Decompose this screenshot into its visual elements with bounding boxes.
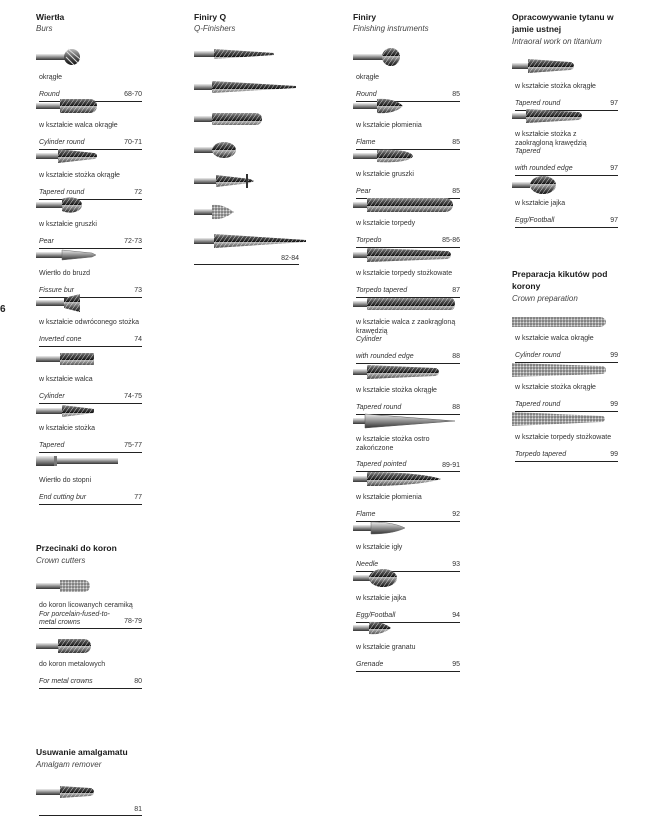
amalgam-remover-icon xyxy=(36,783,98,801)
item-label-en: Round xyxy=(39,90,60,98)
grenade-finisher-icon xyxy=(353,619,393,637)
item-label-en: Egg/Football xyxy=(515,216,555,224)
item-pages: 70-71 xyxy=(124,139,142,146)
item-pages: 77 xyxy=(134,494,142,501)
cylinder-round-bur-icon xyxy=(36,96,98,116)
item-label-en: Cylinder xyxy=(356,336,382,343)
tapered-bur-icon xyxy=(36,403,98,419)
inverted-cone-bur-icon xyxy=(36,292,86,314)
tapered-round-bur-icon xyxy=(36,147,98,165)
item-label-pl: w kształcie torpedy stożkowate xyxy=(356,270,453,277)
item-label-pl: w kształcie torpedy xyxy=(356,220,416,227)
q-finisher-1-icon xyxy=(194,47,276,61)
pear-finisher-icon xyxy=(353,148,415,164)
item-label-en: Cylinder xyxy=(39,392,65,400)
list-item xyxy=(39,122,142,150)
list-item xyxy=(39,376,142,404)
tapered-pointed-finisher-icon xyxy=(353,412,457,430)
item-pages: 85 xyxy=(452,188,460,195)
section-title: korony xyxy=(512,281,541,291)
section-title: Opracowywanie tytanu w xyxy=(512,12,614,22)
item-label-pl: w kształcie walca okrągłe xyxy=(515,335,594,342)
item-pages: 75-77 xyxy=(124,442,142,449)
item-label-en: with rounded edge xyxy=(515,164,573,172)
section-subtitle: Finishing instruments xyxy=(353,24,429,33)
item-label-en: Tapered xyxy=(39,441,65,449)
item-label-pl: w kształcie stożka z xyxy=(515,131,577,138)
section-subtitle: Crown preparation xyxy=(512,294,578,303)
egg-finisher-icon xyxy=(353,567,399,589)
item-pages: 88 xyxy=(452,353,460,360)
titanium-tapered-round-icon xyxy=(512,57,576,75)
item-label-en: Torpedo tapered xyxy=(356,286,408,294)
item-label-pl: w kształcie jajka xyxy=(515,200,566,207)
item-label-en: Flame xyxy=(356,138,376,146)
item-label-en: Tapered round xyxy=(39,188,85,196)
section-title: Wiertła xyxy=(36,12,65,22)
list-item xyxy=(515,131,618,176)
item-label-en: Round xyxy=(356,90,377,98)
item-label-pl: w kształcie stożka ostro zakończone xyxy=(356,436,430,452)
item-label-pl: okrągłe xyxy=(356,74,379,81)
item-pages: 74-75 xyxy=(124,393,142,400)
section-subtitle: Amalgam remover xyxy=(36,760,102,769)
flame-finisher-2-icon xyxy=(353,470,443,488)
torpedo-finisher-icon xyxy=(353,196,455,214)
list-item xyxy=(194,254,299,265)
item-pages: 97 xyxy=(610,165,618,172)
item-label-pl: w kształcie płomienia xyxy=(356,122,422,129)
item-pages: 74 xyxy=(134,336,142,343)
item-label-en: Pear xyxy=(356,187,371,195)
q-finisher-2-icon xyxy=(194,79,298,95)
q-finisher-7-icon xyxy=(194,232,308,250)
item-label-en: End cutting bur xyxy=(39,493,87,501)
round-finisher-icon xyxy=(353,46,403,68)
item-pages: 99 xyxy=(610,451,618,458)
item-label-en: Pear xyxy=(39,237,54,245)
flame-finisher-icon xyxy=(353,96,405,116)
list-item xyxy=(515,434,618,462)
item-label-pl: w kształcie stożka xyxy=(39,425,96,432)
list-item xyxy=(515,335,618,363)
item-pages: 92 xyxy=(452,511,460,518)
item-label-en: Torpedo xyxy=(356,236,382,244)
list-item xyxy=(356,319,460,364)
item-label-en: Egg/Football xyxy=(356,611,396,619)
section-subtitle: Crown cutters xyxy=(36,556,86,565)
item-pages: 87 xyxy=(452,287,460,294)
end-cutting-bur-icon xyxy=(36,451,122,471)
item-label-pl: w kształcie gruszki xyxy=(39,221,97,228)
section-title: Przecinaki do koron xyxy=(36,543,117,553)
list-item xyxy=(39,477,142,505)
item-pages: 94 xyxy=(452,612,460,619)
item-label-en: Tapered round xyxy=(515,99,561,107)
list-item xyxy=(356,220,460,248)
item-pages: 99 xyxy=(610,352,618,359)
item-label-en: Inverted cone xyxy=(39,335,82,343)
item-label-en: Cylinder round xyxy=(515,351,561,359)
q-finisher-5-icon xyxy=(194,172,256,190)
crown-prep-tapered-round-icon xyxy=(512,361,608,379)
item-pages: 97 xyxy=(610,217,618,224)
section-subtitle: Intraoral work on titanium xyxy=(512,37,602,46)
cylinder-rounded-edge-finisher-icon xyxy=(353,296,457,312)
item-pages: 72-73 xyxy=(124,238,142,245)
q-finisher-3-icon xyxy=(194,111,266,127)
item-label-en: with rounded edge xyxy=(356,352,414,360)
item-label-pl: w kształcie gruszki xyxy=(356,171,414,178)
item-pages: 68-70 xyxy=(124,91,142,98)
list-item xyxy=(39,319,142,347)
item-label-en: Needle xyxy=(356,560,379,568)
item-label-pl: w kształcie granatu xyxy=(356,644,416,651)
list-item xyxy=(39,661,142,689)
list-item xyxy=(515,200,618,228)
item-label-pl: do koron licowanych ceramiką xyxy=(39,602,133,609)
torpedo-tapered-finisher-icon xyxy=(353,246,455,264)
item-pages: 99 xyxy=(610,401,618,408)
section-subtitle: Burs xyxy=(36,24,53,33)
list-item xyxy=(356,171,460,199)
item-pages: 80 xyxy=(134,678,142,685)
item-label-en: Torpedo tapered xyxy=(515,450,567,458)
item-pages: 95 xyxy=(452,661,460,668)
item-label-en: Tapered round xyxy=(356,403,402,411)
item-label-en: Tapered xyxy=(515,148,541,155)
list-item xyxy=(39,806,142,816)
item-label-pl: w kształcie walca xyxy=(39,376,93,383)
page-side-number: 6 xyxy=(0,304,6,315)
item-label-pl: w kształcie walca z zaokrągloną krawędzią xyxy=(356,319,456,335)
item-label-pl: do koron metalowych xyxy=(39,661,106,668)
item-label-en: Grenade xyxy=(356,660,384,668)
item-label-pl: Wiertło do bruzd xyxy=(39,270,90,277)
item-pages: 72 xyxy=(134,189,142,196)
item-label-en: Tapered pointed xyxy=(356,461,407,468)
list-item xyxy=(39,221,142,249)
cylinder-bur-icon xyxy=(36,350,98,368)
list-item xyxy=(356,122,460,150)
section-subtitle: Q-Finishers xyxy=(194,24,236,33)
item-pages: 85 xyxy=(452,139,460,146)
item-label-en: Cylinder round xyxy=(39,138,85,146)
section-title: Usuwanie amalgamatu xyxy=(36,747,128,757)
list-item xyxy=(356,644,460,672)
list-item xyxy=(356,494,460,522)
list-item xyxy=(356,270,460,298)
item-label-pl: w kształcie stożka okrągłe xyxy=(515,83,596,90)
item-label-en: For metal crowns xyxy=(39,677,93,685)
item-label-pl: zaokrągloną krawędzią xyxy=(515,139,587,147)
item-pages: 85 xyxy=(452,91,460,98)
item-pages: 82-84 xyxy=(281,254,299,262)
tapered-round-finisher-icon xyxy=(353,363,441,381)
section-title: jamie ustnej xyxy=(512,24,562,34)
item-pages: 73 xyxy=(134,287,142,294)
pear-bur-icon xyxy=(36,195,86,215)
section-title: Finiry xyxy=(353,12,377,22)
list-item xyxy=(356,436,460,472)
item-label-pl: w kształcie stożka okrągłe xyxy=(39,172,120,179)
list-item xyxy=(515,384,618,412)
crown-cutter-porcelain-icon xyxy=(36,577,92,595)
item-label-en: Flame xyxy=(356,510,376,518)
item-label-pl: w kształcie igły xyxy=(356,544,403,551)
crown-cutter-metal-icon xyxy=(36,636,92,656)
round-bur-icon xyxy=(36,45,86,69)
item-label-pl: w kształcie jajka xyxy=(356,595,407,602)
list-item xyxy=(356,387,460,415)
item-label-en: For porcelain-fused-to-metal crowns xyxy=(39,610,110,626)
item-label-en: Fissure bur xyxy=(39,286,75,294)
item-pages: 81 xyxy=(134,805,142,813)
list-item xyxy=(39,425,142,453)
item-pages: 93 xyxy=(452,561,460,568)
titanium-egg-icon xyxy=(512,174,558,196)
section-title: Finiry Q xyxy=(194,12,227,22)
item-pages: 89-91 xyxy=(442,461,460,469)
list-item xyxy=(39,602,142,629)
item-pages: 88 xyxy=(452,404,460,411)
item-label-pl: w kształcie walca okrągłe xyxy=(39,122,118,129)
q-finisher-4-icon xyxy=(194,140,240,160)
item-label-pl: okrągłe xyxy=(39,74,62,81)
item-label-pl: w kształcie torpedy stożkowate xyxy=(515,434,612,441)
item-label-en: Tapered round xyxy=(515,400,561,408)
titanium-tapered-rounded-edge-icon xyxy=(512,107,584,125)
item-pages: 97 xyxy=(610,100,618,107)
section-title: Preparacja kikutów pod xyxy=(512,269,608,279)
item-label-pl: w kształcie płomienia xyxy=(356,494,422,501)
item-label-pl: w kształcie stożka okrągłe xyxy=(515,384,596,391)
needle-finisher-icon xyxy=(353,519,407,537)
item-label-pl: w kształcie stożka okrągłe xyxy=(356,387,437,394)
item-label-pl: Wiertło do stopni xyxy=(39,477,92,484)
fissure-bur-icon xyxy=(36,246,98,264)
q-finisher-6-icon xyxy=(194,202,236,222)
item-label-pl: w kształcie odwróconego stożka xyxy=(39,319,139,326)
item-pages: 78-79 xyxy=(124,618,142,625)
item-pages: 85-86 xyxy=(442,237,460,244)
crown-prep-cylinder-round-icon xyxy=(512,314,608,330)
crown-prep-torpedo-tapered-icon xyxy=(512,410,608,428)
